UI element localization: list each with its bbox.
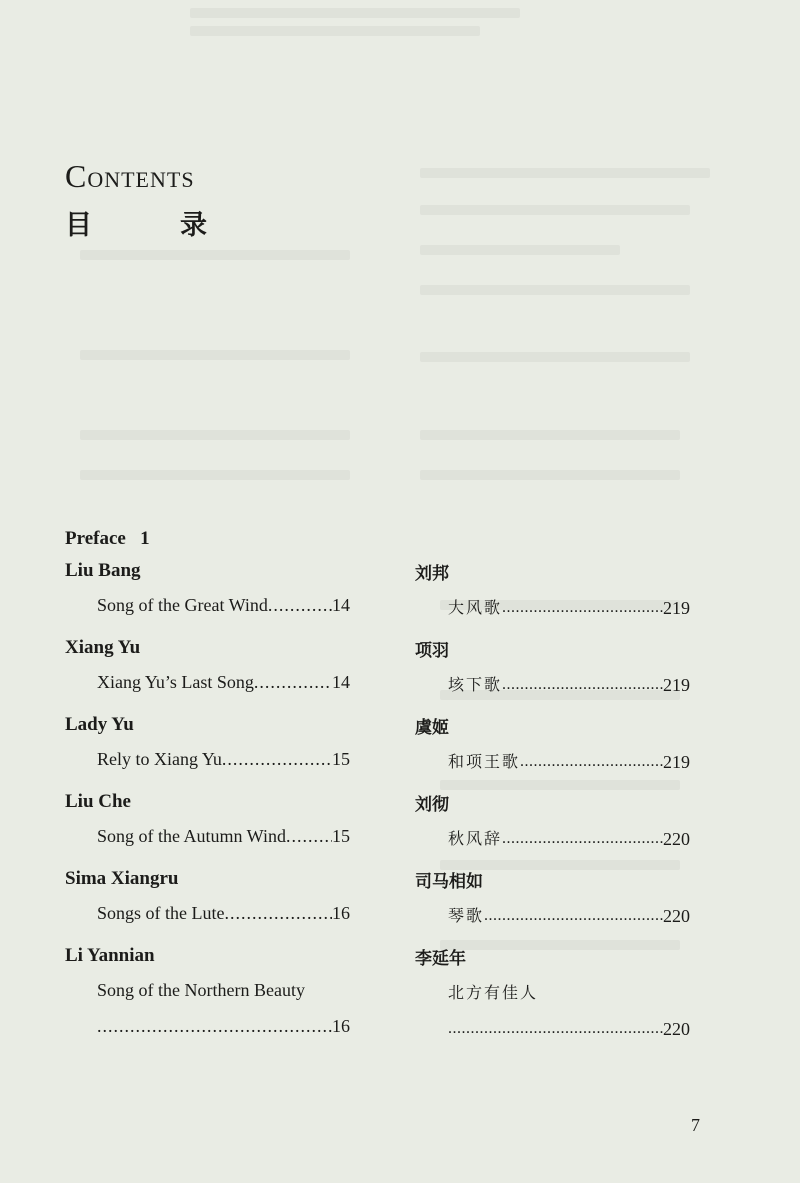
poem-title: Songs of the Lute bbox=[97, 903, 225, 923]
toc-entry-chinese bbox=[415, 789, 690, 857]
page-ref: 14 bbox=[332, 672, 350, 692]
poem-line bbox=[65, 664, 350, 700]
page-ref: 219 bbox=[663, 598, 690, 618]
poem-line-chinese bbox=[415, 975, 690, 1011]
english-contents-column bbox=[65, 523, 350, 1044]
dot-leader bbox=[520, 744, 663, 780]
preface-entry bbox=[65, 523, 350, 555]
poem-title-chinese: 大风歌 bbox=[448, 598, 503, 617]
dot-leader bbox=[254, 664, 332, 700]
author-name-chinese: 司马相如 bbox=[415, 872, 483, 892]
toc-entry bbox=[65, 786, 350, 854]
author-name-chinese: 李延年 bbox=[415, 949, 466, 969]
page-ref: 220 bbox=[663, 1019, 690, 1039]
poem-line-chinese-continued bbox=[415, 1011, 690, 1047]
poem-line bbox=[65, 895, 350, 931]
poem-title: Song of the Autumn Wind bbox=[97, 826, 286, 846]
toc-entry-chinese bbox=[415, 866, 690, 934]
dot-leader bbox=[286, 818, 332, 854]
author-name: Xiang Yu bbox=[65, 637, 141, 658]
author-name-chinese: 项羽 bbox=[415, 641, 449, 661]
poem-line bbox=[65, 587, 350, 623]
page-ref: 219 bbox=[663, 752, 690, 772]
poem-line-chinese bbox=[415, 590, 690, 626]
toc-entry bbox=[65, 709, 350, 777]
author-name-chinese: 刘彻 bbox=[415, 795, 449, 815]
poem-line bbox=[65, 818, 350, 854]
dot-leader bbox=[502, 590, 663, 626]
page-ref: 219 bbox=[663, 675, 690, 695]
poem-line-chinese bbox=[415, 821, 690, 857]
toc-entry bbox=[65, 632, 350, 700]
dot-leader bbox=[448, 1011, 663, 1047]
toc-entry bbox=[65, 863, 350, 931]
preface-page: 1 bbox=[140, 528, 150, 549]
poem-title: Xiang Yu’s Last Song bbox=[97, 672, 254, 692]
poem-title: Song of the Great Wind bbox=[97, 595, 268, 615]
dot-leader bbox=[222, 741, 332, 777]
chinese-contents-column bbox=[415, 558, 690, 1047]
toc-entry bbox=[65, 940, 350, 1044]
toc-entry bbox=[65, 555, 350, 623]
poem-title-chinese: 和项王歌 bbox=[448, 752, 521, 771]
poem-line-chinese bbox=[415, 667, 690, 703]
author-name: Liu Che bbox=[65, 791, 131, 812]
dot-leader bbox=[225, 895, 333, 931]
poem-title-chinese: 秋风辞 bbox=[448, 829, 503, 848]
poem-line-chinese bbox=[415, 744, 690, 780]
dot-leader bbox=[97, 1008, 332, 1044]
page-ref: 16 bbox=[332, 903, 350, 923]
author-name-chinese: 刘邦 bbox=[415, 564, 449, 584]
page-ref: 14 bbox=[332, 595, 350, 615]
dot-leader bbox=[502, 821, 663, 857]
author-name: Lady Yu bbox=[65, 714, 134, 735]
author-name-chinese: 虞姬 bbox=[415, 718, 449, 738]
preface-label: Preface bbox=[65, 528, 126, 549]
poem-line bbox=[65, 972, 350, 1008]
poem-title-chinese: 垓下歌 bbox=[448, 675, 503, 694]
poem-line bbox=[65, 741, 350, 777]
toc-entry-chinese bbox=[415, 635, 690, 703]
page-ref: 15 bbox=[332, 826, 350, 846]
contents-heading: Contents bbox=[65, 158, 195, 194]
poem-title-chinese: 北方有佳人 bbox=[448, 983, 539, 1002]
author-name: Li Yannian bbox=[65, 945, 155, 966]
poem-line-chinese bbox=[415, 898, 690, 934]
page-ref: 220 bbox=[663, 829, 690, 849]
page-number: 7 bbox=[691, 1115, 700, 1135]
page-ref: 220 bbox=[663, 906, 690, 926]
contents-heading-chinese: 目录 bbox=[65, 210, 295, 241]
page-ref: 16 bbox=[332, 1016, 350, 1036]
toc-entry-chinese bbox=[415, 558, 690, 626]
poem-title-chinese: 琴歌 bbox=[448, 906, 485, 925]
toc-entry-chinese bbox=[415, 943, 690, 1047]
toc-entry-chinese bbox=[415, 712, 690, 780]
poem-title: Song of the Northern Beauty bbox=[97, 980, 305, 1000]
poem-title: Rely to Xiang Yu bbox=[97, 749, 222, 769]
dot-leader bbox=[268, 587, 332, 623]
author-name: Sima Xiangru bbox=[65, 868, 179, 889]
poem-line-continued bbox=[65, 1008, 350, 1044]
dot-leader bbox=[484, 898, 663, 934]
page-ref: 15 bbox=[332, 749, 350, 769]
author-name: Liu Bang bbox=[65, 560, 141, 581]
dot-leader bbox=[502, 667, 663, 703]
